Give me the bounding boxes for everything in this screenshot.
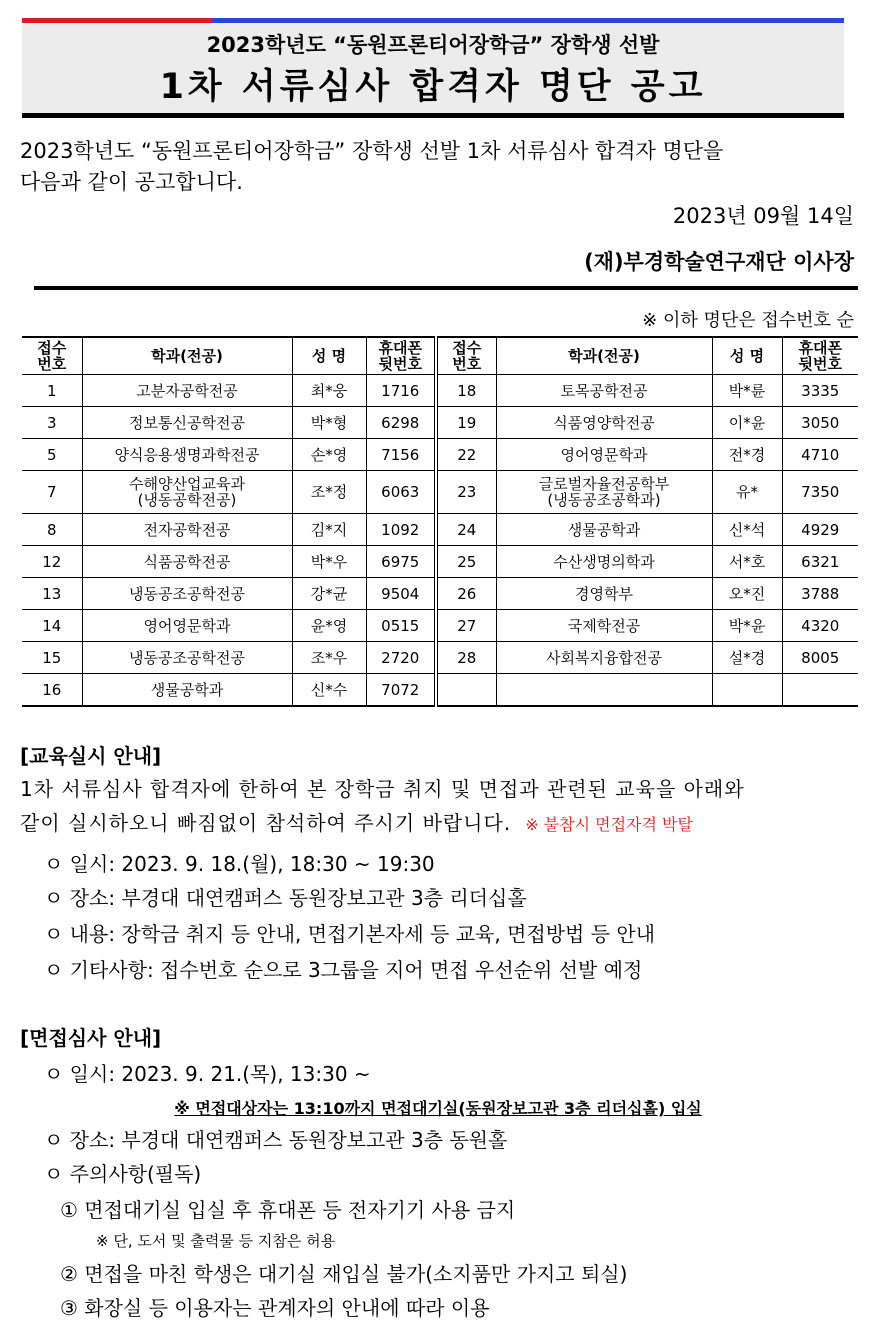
education-para-line-1: 1차 서류심사 합격자에 한하여 본 장학금 취지 및 면접과 관련된 교육을 아래와 (20, 777, 745, 801)
table-row (22, 407, 858, 439)
cell-name: 최*웅 (292, 375, 366, 407)
cell-receipt-no: 24 (436, 514, 496, 546)
cell-name: 박*우 (292, 546, 366, 578)
cell-receipt-no: 15 (22, 642, 82, 674)
cell-department: 냉동공조공학전공 (82, 578, 292, 610)
table-row (22, 546, 858, 578)
cell-department: 전자공학전공 (82, 514, 292, 546)
cell-department: 수해양산업교육과 (냉동공학전공) (82, 471, 292, 514)
cell-name: 윤*영 (292, 610, 366, 642)
cell-department: 양식응용생명과학전공 (82, 439, 292, 471)
cell-receipt-no: 8 (22, 514, 82, 546)
education-item-content: ㅇ 내용: 장학금 취지 등 안내, 면접기본자세 등 교육, 면접방법 등 안내 (44, 922, 656, 946)
cell-phone-last: 7072 (366, 674, 436, 707)
table-row (22, 439, 858, 471)
cell-department: 정보통신공학전공 (82, 407, 292, 439)
cell-phone-last: 4929 (782, 514, 858, 546)
cell-receipt-no: 23 (436, 471, 496, 514)
cell-phone-last: 8005 (782, 642, 858, 674)
table-row (22, 642, 858, 674)
cell-name: 신*석 (712, 514, 782, 546)
cell-receipt-no: 7 (22, 471, 82, 514)
interview-rule-1-note: ※ 단, 도서 및 출력물 등 지참은 허용 (96, 1232, 336, 1250)
issuing-organization: (재)부경학술연구재단 이사장 (584, 250, 854, 274)
table-row (22, 471, 858, 514)
cell-phone-last: 3050 (782, 407, 858, 439)
cell-name: 오*진 (712, 578, 782, 610)
interview-place: ㅇ 장소: 부경대 대연캠퍼스 동원장보고관 3층 동원홀 (44, 1128, 508, 1152)
cell-name: 설*경 (712, 642, 782, 674)
list-order-note: ※ 이하 명단은 접수번호 순 (642, 310, 854, 331)
cell-department: 식품영양학전공 (496, 407, 712, 439)
interview-rule-1: ① 면접대기실 입실 후 휴대폰 등 전자기기 사용 금지 (60, 1198, 516, 1222)
cell-department: 영어영문학과 (82, 610, 292, 642)
cell-name: 김*지 (292, 514, 366, 546)
cell-department: 국제학전공 (496, 610, 712, 642)
cell-name: 박*륜 (712, 375, 782, 407)
header-no: 접수 번호 (22, 337, 82, 375)
passer-list-table (22, 336, 858, 707)
cell-phone-last: 7350 (782, 471, 858, 514)
cell-department: 생물공학과 (82, 674, 292, 707)
cell-name: 유* (712, 471, 782, 514)
cell-name (712, 674, 782, 707)
cell-name: 박*윤 (712, 610, 782, 642)
interview-arrival-note: ※ 면접대상자는 13:10까지 면접대기실(동원장보고관 3층 리더십홀) 입실 (174, 1099, 702, 1118)
header-name: 성 명 (292, 337, 366, 375)
cell-phone-last: 4710 (782, 439, 858, 471)
banner-title: 1차 서류심사 합격자 명단 공고 (159, 67, 707, 107)
cell-phone-last: 1716 (366, 375, 436, 407)
header-phone: 휴대폰 뒷번호 (366, 337, 436, 375)
cell-department: 글로벌자율전공학부 (냉동공조공학과) (496, 471, 712, 514)
cell-phone-last: 3335 (782, 375, 858, 407)
table-row (22, 578, 858, 610)
banner-subtitle: 2023학년도 “동원프론티어장학금” 장학생 선발 (206, 33, 660, 57)
table-row (22, 375, 858, 407)
cell-name: 강*균 (292, 578, 366, 610)
cell-name: 손*영 (292, 439, 366, 471)
cell-receipt-no: 27 (436, 610, 496, 642)
cell-receipt-no: 25 (436, 546, 496, 578)
cell-name: 서*호 (712, 546, 782, 578)
cell-receipt-no: 26 (436, 578, 496, 610)
cell-receipt-no: 1 (22, 375, 82, 407)
cell-phone-last: 0515 (366, 610, 436, 642)
cell-department: 토목공학전공 (496, 375, 712, 407)
cell-receipt-no: 16 (22, 674, 82, 707)
cell-receipt-no: 28 (436, 642, 496, 674)
table-row (22, 610, 858, 642)
interview-section-title: [면접심사 안내] (20, 1026, 162, 1050)
cell-name: 조*우 (292, 642, 366, 674)
cell-phone-last: 6063 (366, 471, 436, 514)
cell-department: 수산생명의학과 (496, 546, 712, 578)
cell-name: 신*수 (292, 674, 366, 707)
announcement-date: 2023년 09월 14일 (672, 204, 854, 228)
cell-receipt-no: 22 (436, 439, 496, 471)
header-name: 성 명 (712, 337, 782, 375)
cell-phone-last: 2720 (366, 642, 436, 674)
education-description (20, 772, 860, 842)
intro-text (20, 136, 860, 198)
cell-phone-last: 6975 (366, 546, 436, 578)
cell-name: 전*경 (712, 439, 782, 471)
cell-phone-last: 9504 (366, 578, 436, 610)
cell-phone-last: 1092 (366, 514, 436, 546)
table-body (22, 375, 858, 707)
cell-department: 사회복지융합전공 (496, 642, 712, 674)
cell-receipt-no: 5 (22, 439, 82, 471)
header-dept: 학과(전공) (82, 337, 292, 375)
interview-time: ㅇ 일시: 2023. 9. 21.(목), 13:30 ~ (44, 1062, 371, 1086)
cell-phone-last: 4320 (782, 610, 858, 642)
education-para-line-2: 같이 실시하오니 빠짐없이 참석하여 주시기 바랍니다. ※ 불참시 면접자격 박탈 (20, 811, 693, 835)
cell-department: 냉동공조공학전공 (82, 642, 292, 674)
title-banner (22, 18, 844, 118)
cell-department: 식품공학전공 (82, 546, 292, 578)
intro-line-2: 다음과 같이 공고합니다. (20, 170, 243, 194)
table-row (22, 674, 858, 707)
cell-receipt-no (436, 674, 496, 707)
header-phone: 휴대폰 뒷번호 (782, 337, 858, 375)
education-item-etc: ㅇ 기타사항: 접수번호 순으로 3그룹을 지어 면접 우선순위 선발 예정 (44, 958, 643, 982)
education-item-place: ㅇ 장소: 부경대 대연캠퍼스 동원장보고관 3층 리더십홀 (44, 886, 527, 910)
cell-department: 경영학부 (496, 578, 712, 610)
intro-line-1: 2023학년도 “동원프론티어장학금” 장학생 선발 1차 서류심사 합격자 명단을 (20, 139, 724, 163)
interview-caution-title: ㅇ 주의사항(필독) (44, 1162, 202, 1186)
cell-department (496, 674, 712, 707)
interview-rule-3: ③ 화장실 등 이용자는 관계자의 안내에 따라 이용 (60, 1296, 490, 1320)
cell-phone-last: 7156 (366, 439, 436, 471)
cell-name: 박*형 (292, 407, 366, 439)
cell-receipt-no: 12 (22, 546, 82, 578)
cell-department: 영어영문학과 (496, 439, 712, 471)
cell-phone-last: 6321 (782, 546, 858, 578)
header-dept: 학과(전공) (496, 337, 712, 375)
cell-receipt-no: 18 (436, 375, 496, 407)
cell-department: 생물공학과 (496, 514, 712, 546)
section-divider (34, 286, 858, 290)
cell-receipt-no: 19 (436, 407, 496, 439)
education-item-time: ㅇ 일시: 2023. 9. 18.(월), 18:30 ~ 19:30 (44, 852, 435, 876)
cell-department: 고분자공학전공 (82, 375, 292, 407)
interview-rule-2: ② 면접을 마친 학생은 대기실 재입실 불가(소지품만 가지고 퇴실) (60, 1262, 628, 1286)
cell-receipt-no: 3 (22, 407, 82, 439)
table-row (22, 514, 858, 546)
cell-phone-last (782, 674, 858, 707)
absence-warning: ※ 불참시 면접자격 박탈 (525, 815, 693, 834)
header-no: 접수 번호 (436, 337, 496, 375)
cell-phone-last: 6298 (366, 407, 436, 439)
cell-name: 조*정 (292, 471, 366, 514)
education-section-title: [교육실시 안내] (20, 744, 162, 768)
cell-phone-last: 3788 (782, 578, 858, 610)
cell-name: 이*윤 (712, 407, 782, 439)
cell-receipt-no: 14 (22, 610, 82, 642)
table-header-row (22, 337, 858, 375)
cell-receipt-no: 13 (22, 578, 82, 610)
